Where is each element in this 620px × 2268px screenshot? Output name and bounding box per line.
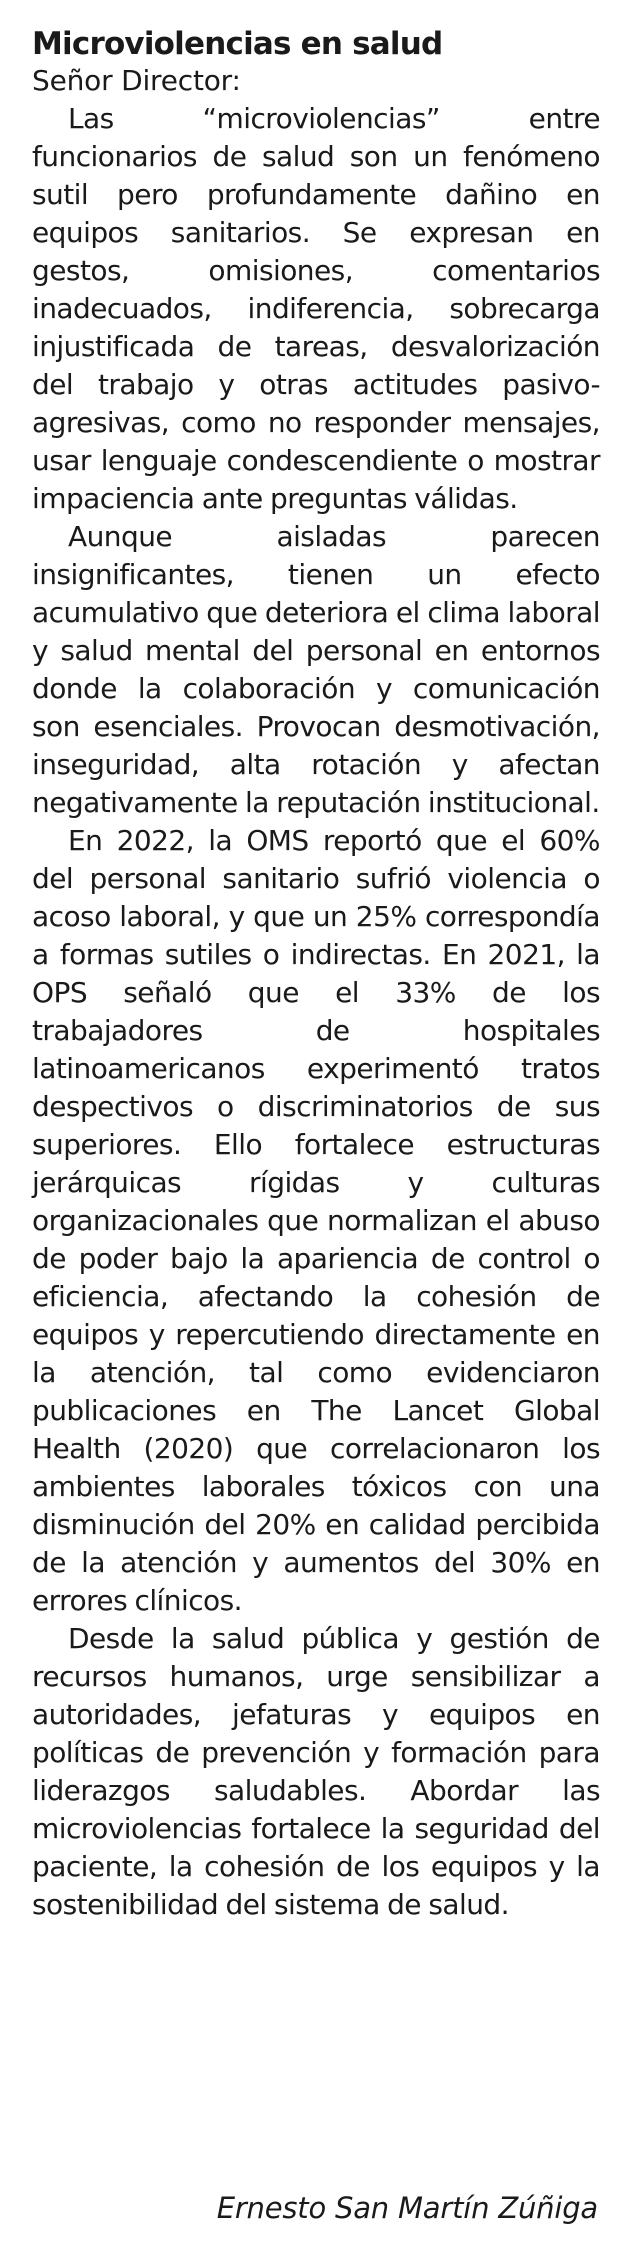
salutation: Señor Director: <box>32 64 241 97</box>
body-paragraph: Desde la salud pública y gestión de recursos humanos, urge sensibilizar a autoridades, jefaturas y equipos en políticas de prevención y formación para liderazgos saludables. Abordar las microviolencias fortalece la seguridad del paciente, la cohesión de los equipos y la sostenibilidad del sistema de salud. <box>32 1622 600 1921</box>
body-paragraph: En 2022, la OMS reportó que el 60% del personal sanitario sufrió violencia o acoso laboral, y que un 25% correspondía a formas sutiles o indirectas. En 2021, la OPS señaló que el 33% de los trabajadores de hospitales latinoamericanos experimentó tratos despectivos o discriminatorios de sus superiores. Ello fortalece estructuras jerárquicas rígidas y culturas organizacionales que normalizan el abuso de poder bajo la apariencia de control o eficiencia, afectando la cohesión de equipos y repercutiendo directamente en la atención, tal como evidenciaron publicaciones en The Lancet Global Health (2020) que correlacionaron los ambientes laborales tóxicos con una disminución del 20% en calidad percibida de la atención y aumentos del 30% en errores clínicos. <box>32 824 600 1617</box>
body-paragraph: Aunque aisladas parecen insignificantes, tienen un efecto acumulativo que deteriora el clima laboral y salud mental del personal en entornos donde la colaboración y comunicación son esenciales. Provocan desmotivación, inseguridad, alta rotación y afectan negativamente la reputación institucional. <box>32 520 600 819</box>
author-signature: Ernesto San Martín Zúñiga <box>216 2191 598 2225</box>
body-paragraph: Las “microviolencias” entre funcionarios de salud son un fenómeno sutil pero profundamente dañino en equipos sanitarios. Se expresan en gestos, omisiones, comentarios inadecuados, indiferencia, sobrecarga injustificada de tareas, desvalorización del trabajo y otras actitudes pasivo-agresivas, como no responder mensajes, usar lenguaje condescendiente o mostrar impaciencia ante preguntas válidas. <box>32 102 600 515</box>
letter-to-editor <box>32 26 600 1924</box>
letter-headline: Microviolencias en salud <box>32 26 443 62</box>
